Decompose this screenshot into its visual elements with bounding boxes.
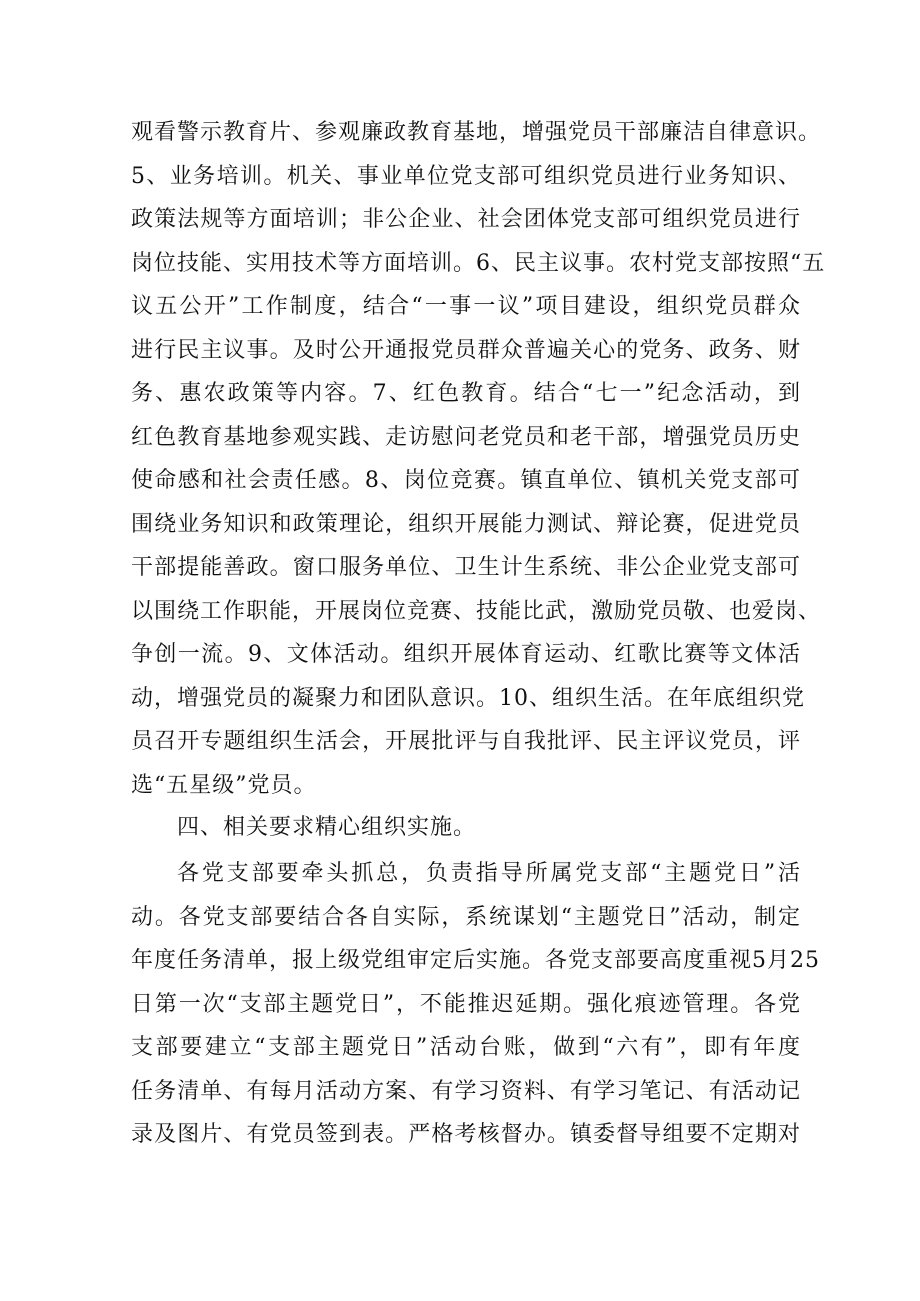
text-line: 政策法规等方面培训；非公企业、社会团体党支部可组织党员进行 <box>131 207 801 232</box>
text-line: 任务清单、有每月活动方案、有学习资料、有学习笔记、有活动记 <box>131 1078 801 1104</box>
text-line: 进行民主议事。及时公开通报党员群众普遍关心的党务、政务、财 <box>131 337 801 363</box>
section-heading-block <box>131 806 801 850</box>
text-line: 选“五星级”党员。 <box>131 772 317 798</box>
text-line: 动。各党支部要结合各自实际，系统谋划“主题党日”活动，制定 <box>131 904 801 930</box>
text-line: 日第一次“支部主题党日”，不能推迟延期。强化痕迹管理。各党 <box>131 991 801 1017</box>
text-line: 以围绕工作职能，开展岗位竞赛、技能比武，激励党员敬、也爱岗、 <box>131 598 822 624</box>
section-heading: 四、相关要求精心组织实施。 <box>177 815 477 840</box>
text-line: 干部提能善政。窗口服务单位、卫生计生系统、非公企业党支部可 <box>131 555 801 580</box>
text-line: 年度任务清单，报上级党组审定后实施。各党支部要高度重视5月25 <box>131 948 820 973</box>
text-line: 支部要建立“支部主题党日”活动台账，做到“六有”，即有年度 <box>131 1035 801 1060</box>
text-line: 议五公开”工作制度，结合“一事一议”项目建设，组织党员群众 <box>131 294 801 319</box>
paragraph-requirements <box>131 852 820 1157</box>
paragraph-activities <box>131 111 826 807</box>
text-line: 观看警示教育片、参观廉政教育基地，增强党员干部廉洁自律意识。 <box>131 120 822 145</box>
text-line: 红色教育基地参观实践、走访慰问老党员和老干部，增强党员历史 <box>131 424 801 450</box>
text-line: 5、业务培训。机关、事业单位党支部可组织党员进行业务知识、 <box>131 163 801 189</box>
text-line: 岗位技能、实用技术等方面培训。6、民主议事。农村党支部按照“五 <box>131 250 826 276</box>
text-line: 录及图片、有党员签到表。严格考核督办。镇委督导组要不定期对 <box>131 1122 801 1147</box>
text-line: 员召开专题组织生活会，开展批评与自我批评、民主评议党员，评 <box>131 729 801 754</box>
text-line: 围绕业务知识和政策理论，组织开展能力测试、辩论赛，促进党员 <box>131 511 801 537</box>
text-line: 各党支部要牵头抓总，负责指导所属党支部“主题党日”活 <box>177 861 801 886</box>
text-line: 争创一流。9、文体活动。组织开展体育运动、红歌比赛等文体活 <box>131 642 801 667</box>
text-line: 使命感和社会责任感。8、岗位竞赛。镇直单位、镇机关党支部可 <box>131 468 801 493</box>
text-line: 动，增强党员的凝聚力和团队意识。10、组织生活。在年底组织党 <box>131 685 805 711</box>
text-line: 务、惠农政策等内容。7、红色教育。结合“七一”纪念活动，到 <box>131 381 801 406</box>
